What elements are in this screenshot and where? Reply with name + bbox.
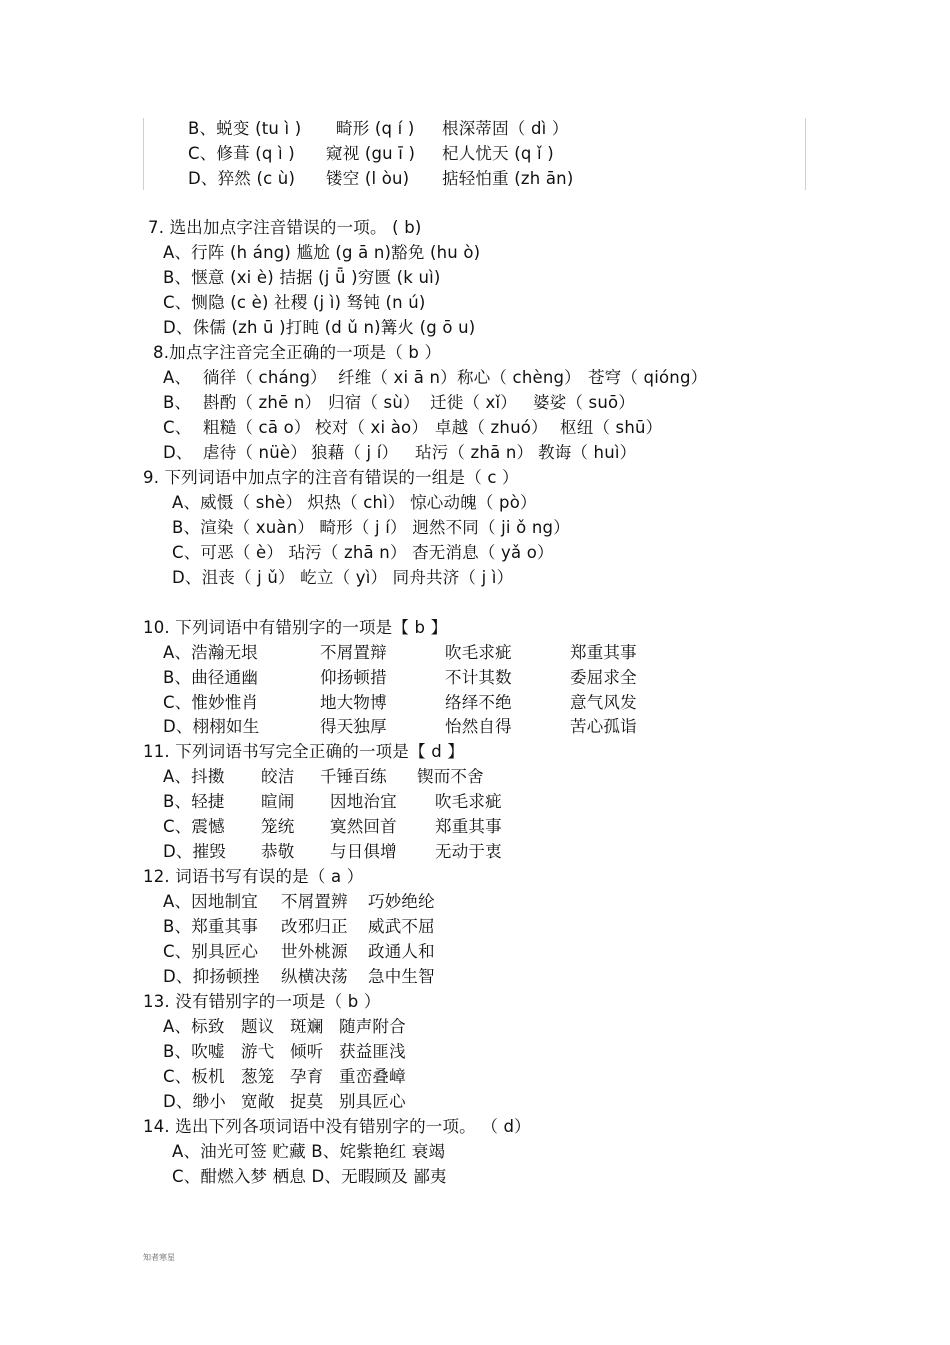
q7-option-b: B、惬意 (xi è) 拮据 (j ǖ )穷匮 (k uì) bbox=[163, 268, 441, 287]
q9-option-a: A、威慑（ shè） 炽热（ chì） 惊心动魄（ pò） bbox=[172, 493, 537, 512]
q14-options-cd: C、酣燃入梦 栖息 D、无暇顾及 鄙夷 bbox=[172, 1167, 447, 1186]
q10-question: 10. 下列词语中有错别字的一项是【 b 】 bbox=[143, 618, 448, 637]
document-page: B、蜕变 (tu ì ) 畸形 (q í ) 根深蒂固（ dì ） C、修葺 (q ì ) 窥视 (gu ī ) 杞人忧天 (q ǐ ) D、猝然 (c ù) 镂空 (l òu) 掂轻怕重 (zh ān) 7. 选出加点字注音错误的一项。 ( b) A、行阵 (h áng) 尴尬 (g ā n)豁免 (hu ò) B、惬意 (xi è) 拮据 (j ǖ )穷匮 (k uì) C、恻隐 (c è) 社稷 (j ì) 驽钝 (n ú) D、侏儒 (zh ū )打盹 (d ǔ n)篝火 (g ō u) 8.加点字注音完全正确的一项是（ b ） A、 徜徉（ cháng） 纤维（ xi ā n） 称心（ chèng） 苍穹（ qióng） B、 斟酌（ zhē n） 归宿（ sù） 迁徙（ xǐ） 婆娑（ suō） C、 粗糙（ cā o） 校对（ xi ào） 卓越（ zhuó） 枢纽（ shū） D、 虐待（ nüè） 狼藉（ j í） 玷污（ zhā n） 教诲（ huì） 9. 下列词语中加点字的注音有错误的一组是（ c ） A、威慑（ shè） 炽热（ chì） 惊心动魄（ pò） B、渲染（ xuàn） 畸形（ j í） 迥然不同（ ji ǒ ng） C、可恶（ è） 玷污（ zhā n） 杳无消息（ yǎ o） D、沮丧（ j ǔ） 屹立（ yì） 同舟共济（ j ì） 10. 下列词语中有错别字的一项是【 b 】 A、浩瀚无垠 不屑置辩 吹毛求疵 郑重其事 B、曲径通幽 仰扬顿措 不计其数 委屈求全 C、惟妙惟肖 地大物博 络绎不绝 意气风发 D、栩栩如生 得天独厚 怡然自得 苦心孤诣 11. 下列词语书写完全正确的一项是【 d 】 A、抖擞 皎洁 千锤百练 锲而不舍 B、轻捷 暄闹 因地治宜 吹毛求疵 C、震憾 笼统 寞然回首 郑重其事 D、摧毁 恭敬 与日俱增 无动于衷 12. 词语书写有误的是（ a ） A、因地制宜 不屑置辨 巧妙绝纶 B、郑重其事 改邪归正 威武不屈 C、别具匠心 世外桃源 政通人和 D、抑扬顿挫 纵横决荡 急中生智 13. 没有错别字的一项是（ b ） A、标致 题议 斑斓 随声附合 B、吹嘘 游弋 倾听 获益匪浅 C、板机 葱笼 孕育 重峦叠嶂 D、缈小 宽敞 捉莫 别具匠心 14. 选出下列各项词语中没有错别字的一项。 （ d） A、油光可签 贮藏 B、姹紫艳红 衰竭 C、酣燃入梦 栖息 D、无暇顾及 鄙夷 知者寒星 bbox=[0, 0, 950, 1345]
q7-option-a: A、行阵 (h áng) 尴尬 (g ā n)豁免 (hu ò) bbox=[163, 243, 481, 262]
q14-options-ab: A、油光可签 贮藏 B、姹紫艳红 衰竭 bbox=[172, 1142, 446, 1161]
q9-option-d: D、沮丧（ j ǔ） 屹立（ yì） 同舟共济（ j ì） bbox=[172, 568, 514, 587]
q8-question: 8.加点字注音完全正确的一项是（ b ） bbox=[153, 343, 442, 362]
q14-question: 14. 选出下列各项词语中没有错别字的一项。 （ d） bbox=[143, 1117, 531, 1136]
footer-note: 知者寒星 bbox=[143, 1253, 175, 1262]
q9-option-b: B、渲染（ xuàn） 畸形（ j í） 迥然不同（ ji ǒ ng） bbox=[172, 518, 570, 537]
frame-line-left bbox=[143, 118, 144, 190]
q11-question: 11. 下列词语书写完全正确的一项是【 d 】 bbox=[143, 742, 465, 761]
q7-option-d: D、侏儒 (zh ū )打盹 (d ǔ n)篝火 (g ō u) bbox=[163, 318, 476, 337]
q9-option-c: C、可恶（ è） 玷污（ zhā n） 杳无消息（ yǎ o） bbox=[172, 543, 554, 562]
q7-question: 7. 选出加点字注音错误的一项。 ( b) bbox=[148, 218, 422, 237]
q9-question: 9. 下列词语中加点字的注音有错误的一组是（ c ） bbox=[143, 468, 519, 487]
q13-question: 13. 没有错别字的一项是（ b ） bbox=[143, 992, 381, 1011]
q12-question: 12. 词语书写有误的是（ a ） bbox=[143, 867, 364, 886]
q7-option-c: C、恻隐 (c è) 社稷 (j ì) 驽钝 (n ú) bbox=[163, 293, 426, 312]
frame-line-right bbox=[805, 118, 806, 190]
